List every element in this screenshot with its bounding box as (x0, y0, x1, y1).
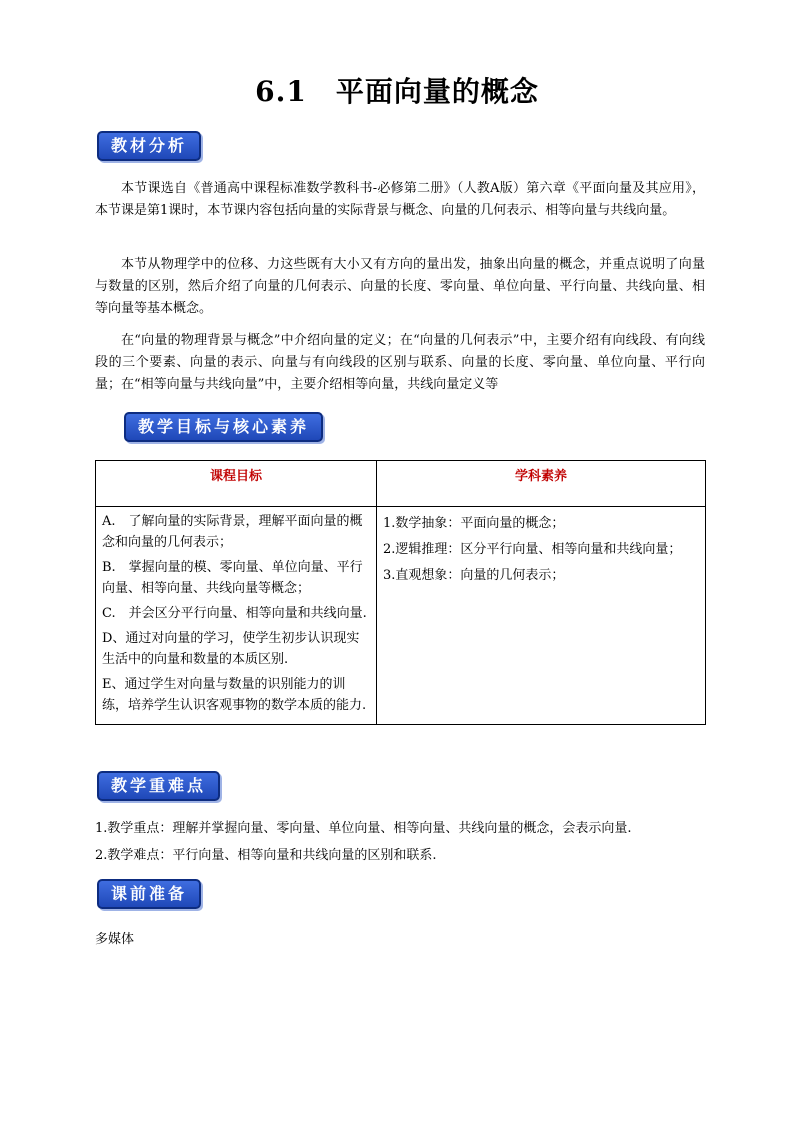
analysis-paragraph-3: 在“向量的物理背景与概念”中介绍向量的定义；在“向量的几何表示”中，主要介绍有向线段、有向线段的三个要素、向量的表示、向量与有向线段的区别与联系、向量的长度、零向量、单位向量、平行向量；在“相等向量与共线向量”中，主要介绍相等向量，共线向量定义等 (95, 333, 705, 392)
goals-cell (96, 507, 377, 725)
keypoint-focus: 1.教学重点：理解并掌握向量、零向量、单位向量、相等向量、共线向量的概念，会表示向量. (95, 821, 632, 836)
literacy-item: 2.逻辑推理：区分平行向量、相等向量和共线向量； (383, 542, 682, 557)
goal-item: E、通过学生对向量与数量的识别能力的训练，培养学生认识客观事物的数学本质的能力. (102, 677, 367, 713)
section-badge-analysis: 教材分析 (97, 131, 201, 161)
analysis-paragraph-1: 本节课选自《普通高中课程标准数学教科书-必修第二册》（人教A版）第六章《平面向量及其应用》，本节课是第1课时，本节课内容包括向量的实际背景与概念、向量的几何表示、相等向量与共线向量。 (95, 181, 705, 218)
page-title: 6.1 平面向量的概念 (255, 75, 539, 108)
goal-item: B. 掌握向量的模、零向量、单位向量、平行向量、相等向量、共线向量等概念； (102, 560, 363, 596)
objectives-table (95, 460, 706, 725)
goal-item: A. 了解向量的实际背景，理解平面向量的概念和向量的几何表示； (102, 514, 363, 550)
goal-item: D、通过对向量的学习，使学生初步认识现实生活中的向量和数量的本质区别. (102, 631, 360, 667)
preparation-text: 多媒体 (95, 932, 135, 947)
table-header-literacy: 学科素养 (377, 461, 706, 507)
literacy-item: 1.数学抽象：平面向量的概念； (383, 516, 565, 531)
table-header-goals: 课程目标 (96, 461, 377, 507)
section-badge-preparation: 课前准备 (97, 879, 201, 909)
analysis-paragraph-2: 本节从物理学中的位移、力这些既有大小又有方向的量出发，抽象出向量的概念，并重点说明了向量与数量的区别，然后介绍了向量的几何表示、向量的长度、零向量、单位向量、平行向量、共线向量、相等向量等基本概念。 (95, 257, 705, 316)
literacy-item: 3.直观想象：向量的几何表示； (383, 568, 565, 583)
literacy-cell (377, 507, 706, 725)
section-badge-objectives: 教学目标与核心素养 (124, 412, 323, 442)
goal-item: C. 并会区分平行向量、相等向量和共线向量. (102, 606, 367, 621)
keypoint-difficulty: 2.教学难点：平行向量、相等向量和共线向量的区别和联系. (95, 848, 437, 863)
section-badge-keypoints: 教学重难点 (97, 771, 220, 801)
